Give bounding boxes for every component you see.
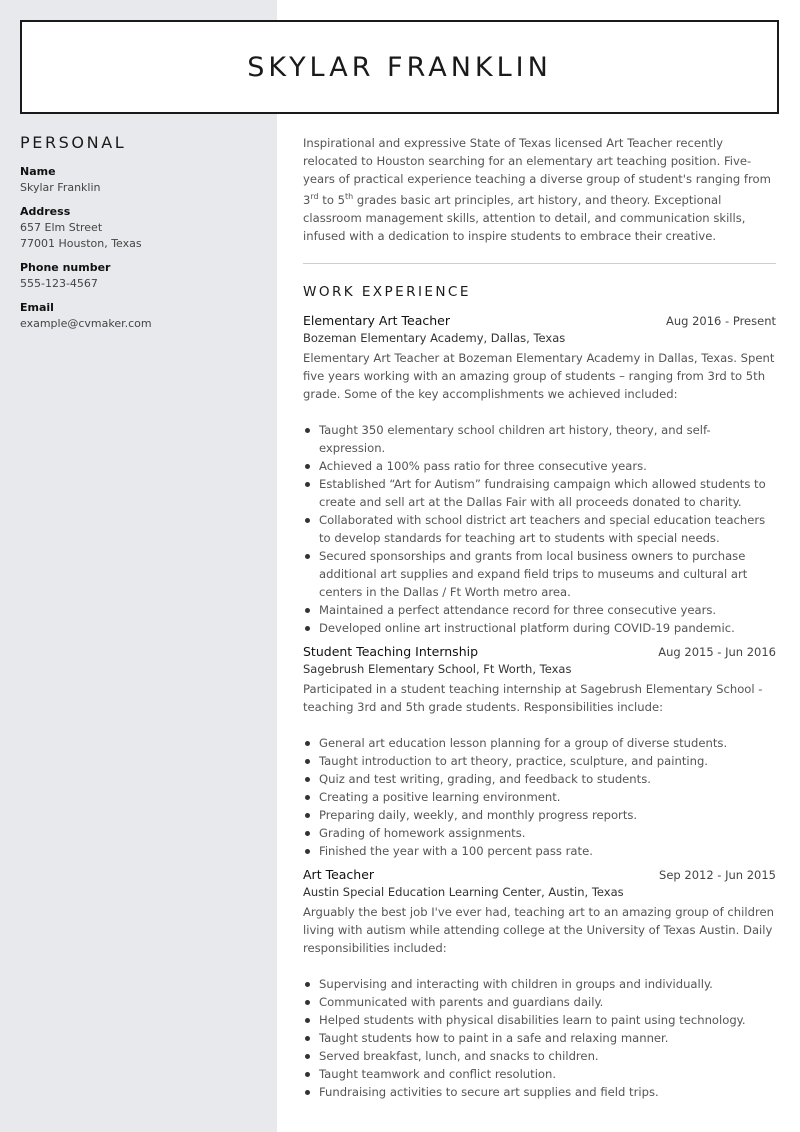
field-label: Name: [20, 165, 56, 178]
section-divider: [303, 263, 776, 264]
job-description: Arguably the best job I've ever had, teaching art to an amazing group of children living with autism while attending college at the University of Texas Austin. Daily responsibilities included:: [303, 904, 774, 955]
job-bullet: Secured sponsorships and grants from local business owners to purchase additional art supplies and expand field trips to museums and cultural art centers in the Dallas / Ft Worth metro area.: [303, 547, 776, 601]
summary-text: Inspirational and expressive State of Texas licensed Art Teacher recently relocated to Houston searching for an elementary art teaching position. Five-years of practical experience teaching a diverse group of student's ranging from 3: [303, 136, 771, 207]
job-bullet: Fundraising activities to secure art supplies and field trips.: [303, 1083, 776, 1101]
job-bullet-list: [303, 975, 776, 1101]
job-entry: [303, 866, 776, 1101]
field-label: Email: [20, 301, 54, 314]
job-bullet: Preparing daily, weekly, and monthly progress reports.: [303, 806, 776, 824]
job-dates: Aug 2016 - Present: [666, 313, 776, 328]
job-description: Participated in a student teaching internship at Sagebrush Elementary School - teaching 3rd and 5th grade students. Responsibilities include:: [303, 681, 763, 714]
name-header: [20, 20, 779, 114]
job-bullet: Established “Art for Autism” fundraising campaign which allowed students to create and sell art at the Dallas Fair with all proceeds donated to charity.: [303, 475, 776, 511]
job-header: [303, 643, 776, 660]
personal-phone-field: [20, 260, 260, 292]
field-value: 77001 Houston, Texas: [20, 237, 142, 250]
candidate-name: SKYLAR FRANKLIN: [247, 51, 552, 83]
personal-section: [20, 133, 260, 340]
field-label: Phone number: [20, 261, 111, 274]
job-bullet: Developed online art instructional platform during COVID-19 pandemic.: [303, 619, 776, 637]
job-bullet: Creating a positive learning environment.: [303, 788, 776, 806]
job-entry: [303, 312, 776, 637]
job-bullet-list: [303, 734, 776, 860]
job-bullet: Maintained a perfect attendance record for three consecutive years.: [303, 601, 776, 619]
job-organization: Sagebrush Elementary School, Ft Worth, Texas: [303, 661, 572, 676]
job-header: [303, 312, 776, 329]
personal-email-field: [20, 300, 260, 332]
job-dates: Sep 2012 - Jun 2015: [659, 867, 776, 882]
job-organization: Austin Special Education Learning Center, Austin, Texas: [303, 884, 624, 899]
job-bullet: Taught students how to paint in a safe and relaxing manner.: [303, 1029, 776, 1047]
job-title: Elementary Art Teacher: [303, 312, 450, 328]
job-title: Student Teaching Internship: [303, 643, 479, 659]
field-value: Skylar Franklin: [20, 181, 101, 194]
field-value: example@cvmaker.com: [20, 317, 152, 330]
profile-summary: [303, 134, 776, 245]
job-bullet: Collaborated with school district art teachers and special education teachers to develop standards for teaching art to students with special needs.: [303, 511, 776, 547]
summary-superscript: rd: [310, 192, 319, 201]
summary-text: grades basic art principles, art history, and theory. Exceptional classroom management skills, attention to detail, and communication skills, infused with a dedication to inspire students to embrace their creative.: [303, 192, 746, 243]
job-organization: Bozeman Elementary Academy, Dallas, Texas: [303, 330, 566, 345]
job-bullet: Achieved a 100% pass ratio for three consecutive years.: [303, 457, 776, 475]
job-list: [303, 312, 776, 1101]
job-description: Elementary Art Teacher at Bozeman Elementary Academy in Dallas, Texas. Spent five years working with an amazing group of students – ranging from 3rd to 5th grade. Some of the key accomplishments we achieved included:: [303, 350, 775, 401]
job-bullet: Finished the year with a 100 percent pass rate.: [303, 842, 776, 860]
work-experience-title: WORK EXPERIENCE: [303, 283, 471, 300]
job-bullet: Taught introduction to art theory, practice, sculpture, and painting.: [303, 752, 776, 770]
job-bullet: Quiz and test writing, grading, and feedback to students.: [303, 770, 776, 788]
field-label: Address: [20, 205, 71, 218]
job-bullet-list: [303, 421, 776, 637]
main-content: [303, 134, 776, 1107]
job-bullet: Helped students with physical disabilities learn to paint using technology.: [303, 1011, 776, 1029]
job-title: Art Teacher: [303, 866, 375, 882]
job-bullet: Communicated with parents and guardians daily.: [303, 993, 776, 1011]
job-bullet: Taught teamwork and conflict resolution.: [303, 1065, 776, 1083]
job-bullet: Served breakfast, lunch, and snacks to children.: [303, 1047, 776, 1065]
job-dates: Aug 2015 - Jun 2016: [658, 644, 776, 659]
field-value: 657 Elm Street: [20, 221, 103, 234]
summary-text: to 5: [318, 192, 346, 207]
personal-title: PERSONAL: [20, 133, 127, 152]
personal-address-field: [20, 204, 260, 252]
job-bullet: Taught 350 elementary school children art history, theory, and self-expression.: [303, 421, 776, 457]
summary-superscript: th: [345, 192, 354, 201]
job-entry: [303, 643, 776, 860]
job-bullet: General art education lesson planning for a group of diverse students.: [303, 734, 776, 752]
personal-name-field: [20, 164, 260, 196]
field-value: 555-123-4567: [20, 277, 98, 290]
job-bullet: Supervising and interacting with children in groups and individually.: [303, 975, 776, 993]
job-bullet: Grading of homework assignments.: [303, 824, 776, 842]
job-header: [303, 866, 776, 883]
